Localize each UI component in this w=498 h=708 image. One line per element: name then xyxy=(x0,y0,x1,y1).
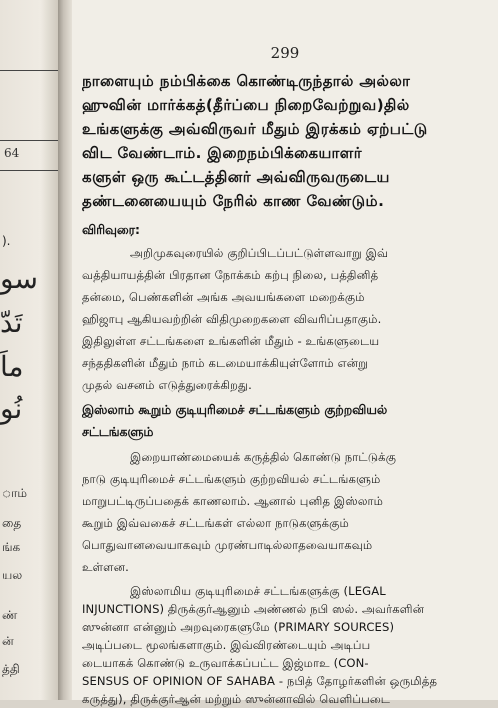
commentary-line: தன்மை, பெண்களின் அங்க அவயங்களை மறைக்கும் xyxy=(82,290,365,304)
commentary-line: வத்தியாயத்தின் பிரதான நோக்கம் கற்பு நிலை, பத்தினித் xyxy=(82,268,379,282)
facing-page-fragment: ன் xyxy=(2,634,14,648)
commentary-line: அறிமுகவுரையில் குறிப்பிடப்பட்டுள்ளவாறு இவ் xyxy=(130,246,389,260)
body-line: அடிப்படை மூலங்களாகும். இவ்விரண்டையும் அடிப்ப xyxy=(82,638,371,652)
facing-page-fragment: ). xyxy=(2,234,11,248)
body-line: நாடு குடியுரிமைச் சட்டங்களும் குற்றவியல் சட்டங்களும் xyxy=(82,472,381,486)
section-heading: சட்டங்களும் xyxy=(82,424,154,439)
commentary-heading: விரிவுரை: xyxy=(82,222,140,237)
facing-page-fragment: ங்க xyxy=(2,540,21,554)
body-line: டையாகக் கொண்டு உருவாக்கப்பட்ட இஜ்மாஉ (CON- xyxy=(82,656,369,670)
body-line: இறையாண்மையைக் கருத்தில் கொண்டு நாட்டுக்கு xyxy=(130,450,397,464)
commentary-line: சந்ததிகளின் மீதும் நாம் கடமையாக்கியுள்ளோம் என்று xyxy=(82,356,368,370)
facing-page-fragment: ாம் xyxy=(2,486,28,500)
section-heading: இஸ்லாம் கூறும் குடியுரிமைச் சட்டங்களும் குற்றவியல் xyxy=(82,402,388,417)
facing-page-number: 64 xyxy=(4,146,20,160)
commentary-line: இதிலுள்ள சட்டங்களை உங்களின் மீதும் - உங்களுடைய xyxy=(82,334,380,348)
facing-page-rule xyxy=(0,170,58,171)
verse-line: நாளையும் நம்பிக்கை கொண்டிருந்தால் அல்லா xyxy=(82,72,411,90)
body-line: உள்ளன. xyxy=(82,560,129,574)
book-page xyxy=(72,0,498,706)
verse-line: களுள் ஒரு கூட்டத்தினர் அவ்விருவருடைய xyxy=(82,168,390,186)
page-number: 299 xyxy=(270,44,300,62)
facing-page-rule xyxy=(0,70,58,71)
body-line: இஸ்லாமிய குடியுரிமைச் சட்டங்களுக்கு (LEGAL xyxy=(130,584,386,598)
body-line: INJUNCTIONS) திருக்குர்ஆனும் அண்ணல் நபி ஸல். அவர்களின் xyxy=(82,602,425,616)
arabic-text: نُو xyxy=(0,392,23,425)
facing-page-fragment: யல xyxy=(2,568,23,582)
arabic-text: تَدّ xyxy=(0,306,23,339)
facing-page xyxy=(0,0,58,700)
body-line: SENSUS OF OPINION OF SAHABA - நபித் தோழர்களின் ஒருமித்த xyxy=(82,674,438,688)
commentary-line: முதல் வசனம் எடுத்துரைக்கிறது. xyxy=(82,378,252,392)
commentary-line: ஹிஜாபு ஆகியவற்றின் விதிமுறைகளை விவரிப்பதாகும். xyxy=(82,312,382,326)
body-line: கருத்து), திருக்குர்ஆன் மற்றும் ஸுன்னாவில் வெளிப்படை xyxy=(82,692,391,706)
verse-line: தண்டனையையும் நேரில் காண வேண்டும். xyxy=(82,192,385,210)
body-line: மாறுபட்டிருப்பதைக் காணலாம். ஆனால் புனித இஸ்லாம் xyxy=(82,494,384,508)
facing-page-fragment: தை xyxy=(2,516,22,530)
verse-line: விட வேண்டாம். இறைநம்பிக்கையாளர் xyxy=(82,144,362,162)
body-line: பொதுவானவையாகவும் முரண்பாடில்லாதவையாகவும் xyxy=(82,538,373,552)
verse-line: உங்களுக்கு அவ்விருவர் மீதும் இரக்கம் ஏற்பட்டு xyxy=(82,120,428,138)
body-line: ஸுன்னா என்னும் அறவுரைகளுமே (PRIMARY SOURCES) xyxy=(82,620,395,634)
arabic-text: ماَ xyxy=(0,350,24,383)
body-line: கூறும் இவ்வகைச் சட்டங்கள் எல்லா நாடுகளுக்கும் xyxy=(82,516,349,530)
facing-page-rule xyxy=(0,140,58,141)
arabic-text: سو xyxy=(0,262,38,295)
verse-line: ஹுவின் மார்க்கத்(தீர்ப்பை நிறைவேற்றுவ)தில் xyxy=(82,96,410,114)
facing-page-fragment: ண் xyxy=(2,608,18,622)
facing-page-fragment: த்தி xyxy=(2,662,20,676)
book-gutter xyxy=(58,0,72,700)
